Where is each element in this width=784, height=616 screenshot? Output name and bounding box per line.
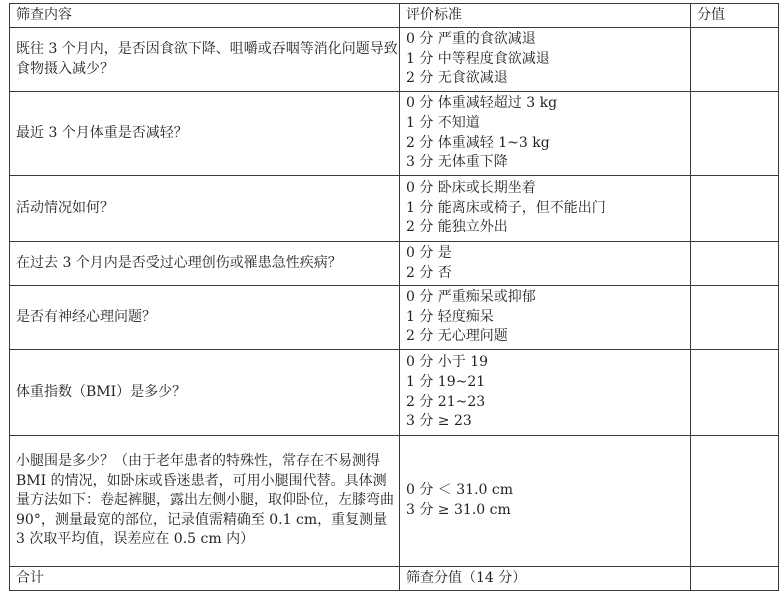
option: 3 分 ≥ 23 xyxy=(406,413,472,430)
option: 0 分 严重痴呆或抑郁 xyxy=(406,289,536,306)
option: 0 分 是 xyxy=(406,244,452,261)
criteria-cell xyxy=(400,350,691,436)
score-cell xyxy=(691,350,779,436)
criteria-cell xyxy=(400,176,691,242)
criteria-cell xyxy=(400,28,691,92)
screening-table xyxy=(9,3,779,591)
question-cell: 活动情况如何？ xyxy=(10,176,400,242)
score-cell xyxy=(691,436,779,567)
score-cell xyxy=(691,28,779,92)
option: 0 分 卧床或长期坐着 xyxy=(406,180,536,197)
option: 0 分 ＜ 31.0 cm xyxy=(406,482,513,499)
score-cell xyxy=(691,92,779,176)
table-row xyxy=(10,286,779,350)
total-criteria: 筛查分值（14 分） xyxy=(400,567,691,591)
question-cell: 小腿围是多少？（由于老年患者的特殊性，常存在不易测得 BMI 的情况，如卧床或昏迷患者，可用小腿围代替。具体测量方法如下：卷起裤腿，露出左侧小腿，取仰卧位，左膝弯曲 90°，测量最宽的部位，记录值需精确至 0.1 cm，重复测量 3 次取平均值，误差应在 0.5 cm 内） xyxy=(10,436,400,567)
score-cell xyxy=(691,286,779,350)
option: 2 分 无心理问题 xyxy=(406,328,508,345)
total-label: 合计 xyxy=(10,567,400,591)
option: 1 分 19~21 xyxy=(406,373,486,390)
question-cell: 最近 3 个月体重是否减轻？ xyxy=(10,92,400,176)
table-row xyxy=(10,436,779,567)
criteria-cell xyxy=(400,92,691,176)
table-row xyxy=(10,92,779,176)
criteria-cell xyxy=(400,436,691,567)
criteria-cell xyxy=(400,242,691,286)
score-cell xyxy=(691,242,779,286)
question-cell: 是否有神经心理问题？ xyxy=(10,286,400,350)
criteria-cell xyxy=(400,286,691,350)
option: 2 分 21~23 xyxy=(406,393,486,410)
table-row xyxy=(10,176,779,242)
header-content: 筛查内容 xyxy=(10,4,400,28)
option: 3 分 无体重下降 xyxy=(406,154,508,171)
option: 0 分 小于 19 xyxy=(406,354,489,371)
question-cell: 体重指数（BMI）是多少？ xyxy=(10,350,400,436)
option: 1 分 不知道 xyxy=(406,114,480,131)
option: 2 分 能独立外出 xyxy=(406,219,508,236)
table-row xyxy=(10,350,779,436)
option: 2 分 否 xyxy=(406,264,452,281)
total-score-cell xyxy=(691,567,779,591)
option: 3 分 ≥ 31.0 cm xyxy=(406,502,511,518)
question-cell: 既往 3 个月内，是否因食欲下降、咀嚼或吞咽等消化问题导致食物摄入减少？ xyxy=(10,28,400,92)
header-score: 分值 xyxy=(691,4,779,28)
question-cell: 在过去 3 个月内是否受过心理创伤或罹患急性疾病？ xyxy=(10,242,400,286)
option: 1 分 能离床或椅子，但不能出门 xyxy=(406,199,606,216)
option: 1 分 轻度痴呆 xyxy=(406,308,494,325)
score-cell xyxy=(691,176,779,242)
table-row xyxy=(10,28,779,92)
option: 2 分 体重减轻 1~3 kg xyxy=(406,134,550,151)
header-row xyxy=(10,4,779,28)
option: 1 分 中等程度食欲减退 xyxy=(406,50,550,67)
header-criteria: 评价标准 xyxy=(400,4,691,28)
option: 0 分 严重的食欲减退 xyxy=(406,31,536,48)
option: 0 分 体重减轻超过 3 kg xyxy=(406,95,558,112)
table-row xyxy=(10,242,779,286)
total-row xyxy=(10,567,779,591)
option: 2 分 无食欲减退 xyxy=(406,70,508,87)
